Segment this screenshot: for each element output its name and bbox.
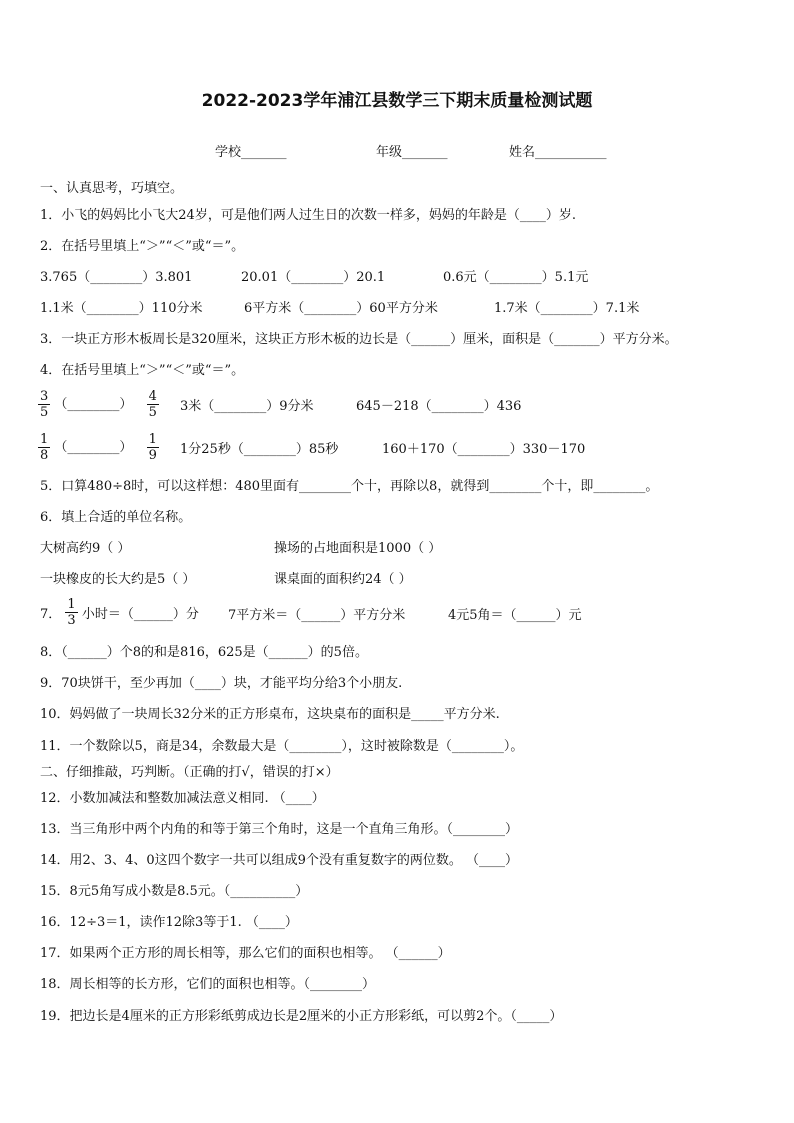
q4-item-3: 645－218（________）436	[356, 399, 522, 414]
grade-field: 年级_______	[376, 145, 448, 160]
question-10: 10．妈妈做了一块周长32分米的正方形桌布，这块桌布的面积是_____平方分米.	[40, 707, 500, 722]
question-5: 5．口算480÷8时，可以这样想：480里面有________个十，再除以8，就得到________个十，即________。	[40, 479, 659, 494]
question-19: 19．把边长是4厘米的正方形彩纸剪成边长是2厘米的小正方形彩纸，可以剪2个。（_____）	[40, 1009, 563, 1024]
fraction-numerator: 1	[67, 597, 76, 612]
page-title: 2022-2023学年浦江县数学三下期末质量检测试题	[201, 91, 593, 111]
section-1-heading: 一、认真思考，巧填空。	[40, 181, 184, 196]
name-field: 姓名___________	[509, 145, 607, 160]
q6-item-2: 操场的占地面积是1000（ ）	[274, 541, 442, 556]
fraction	[147, 389, 159, 420]
q6-item-3: 一块橡皮的长大约是5（ ）	[40, 572, 196, 587]
fraction-denominator: 8	[40, 448, 49, 463]
question-12: 12．小数加减法和整数加减法意义相同. （____）	[40, 791, 325, 806]
question-9: 9．70块饼干，至少再加（____）块，才能平均分给3个小朋友.	[40, 676, 403, 691]
question-8: 8．（______）个8的和是816，625是（______）的5倍。	[40, 645, 368, 660]
q4-item-6: 160＋170（________）330－170	[382, 442, 586, 457]
q2-item-3: 0.6元（________）5.1元	[443, 270, 589, 285]
q7-part-2: 7平方米＝（______）平方分米	[228, 608, 406, 623]
q2-item-2: 20.01（________）20.1	[241, 270, 386, 285]
fraction-denominator: 9	[148, 448, 157, 463]
question-14: 14．用2、3、4、0这四个数字一共可以组成9个没有重复数字的两位数。 （____）	[40, 853, 519, 868]
q2-item-1: 3.765（________）3.801	[40, 270, 193, 285]
question-17: 17．如果两个正方形的周长相等，那么它们的面积也相等。 （______）	[40, 946, 451, 961]
fraction-numerator: 1	[148, 432, 157, 447]
fraction	[65, 597, 77, 628]
q4-item-2: 3米（________）9分米	[180, 399, 314, 414]
question-11: 11．一个数除以5，商是34，余数最大是（________），这时被除数是（________）。	[40, 739, 524, 754]
comparison-blank: （________）	[54, 397, 133, 412]
fraction-denominator: 5	[148, 405, 157, 420]
question-16: 16．12÷3＝1，读作12除3等于1. （____）	[40, 915, 298, 930]
fraction	[38, 432, 50, 463]
fraction	[147, 432, 159, 463]
question-2: 2．在括号里填上“＞”“＜”或“＝”。	[40, 239, 245, 254]
q2-item-5: 6平方米（________）60平方分米	[244, 301, 438, 316]
fraction-denominator: 5	[40, 405, 49, 420]
q2-item-4: 1.1米（________）110分米	[40, 301, 203, 316]
fraction-denominator: 3	[67, 613, 76, 628]
question-13: 13．当三角形中两个内角的和等于第三个角时，这是一个直角三角形。（________）	[40, 822, 519, 837]
question-6: 6．填上合适的单位名称。	[40, 510, 192, 525]
q6-item-1: 大树高约9（ ）	[40, 541, 131, 556]
q4-row-1	[38, 389, 159, 420]
comparison-blank: （________）	[54, 440, 133, 455]
school-field: 学校_______	[215, 145, 287, 160]
question-15: 15．8元5角写成小数是8.5元。（__________）	[40, 884, 309, 899]
q6-item-4: 课桌面的面积约24（ ）	[274, 572, 412, 587]
q4-item-5: 1分25秒（________）85秒	[180, 442, 339, 457]
question-4: 4．在括号里填上“＞”“＜”或“＝”。	[40, 363, 245, 378]
fraction-numerator: 1	[40, 432, 49, 447]
q4-row-2	[38, 432, 159, 463]
question-3: 3．一块正方形木板周长是320厘米，这块正方形木板的边长是（______）厘米，面积是（_______）平方分米。	[40, 332, 678, 347]
question-18: 18．周长相等的长方形，它们的面积也相等。（________）	[40, 977, 376, 992]
section-2-heading: 二、仔细推敲，巧判断。（正确的打√，错误的打×）	[40, 765, 339, 780]
q7-part-3: 4元5角＝（______）元	[448, 608, 582, 623]
fraction	[38, 389, 50, 420]
q7-part-1: 小时＝（______）分	[81, 607, 199, 622]
question-1: 1．小飞的妈妈比小飞大24岁，可是他们两人过生日的次数一样多，妈妈的年龄是（____）岁.	[40, 208, 576, 223]
question-7	[40, 597, 199, 628]
question-number: 7．	[40, 607, 62, 622]
q2-item-6: 1.7米（________）7.1米	[494, 301, 640, 316]
fraction-numerator: 4	[148, 389, 157, 404]
fraction-numerator: 3	[40, 389, 49, 404]
